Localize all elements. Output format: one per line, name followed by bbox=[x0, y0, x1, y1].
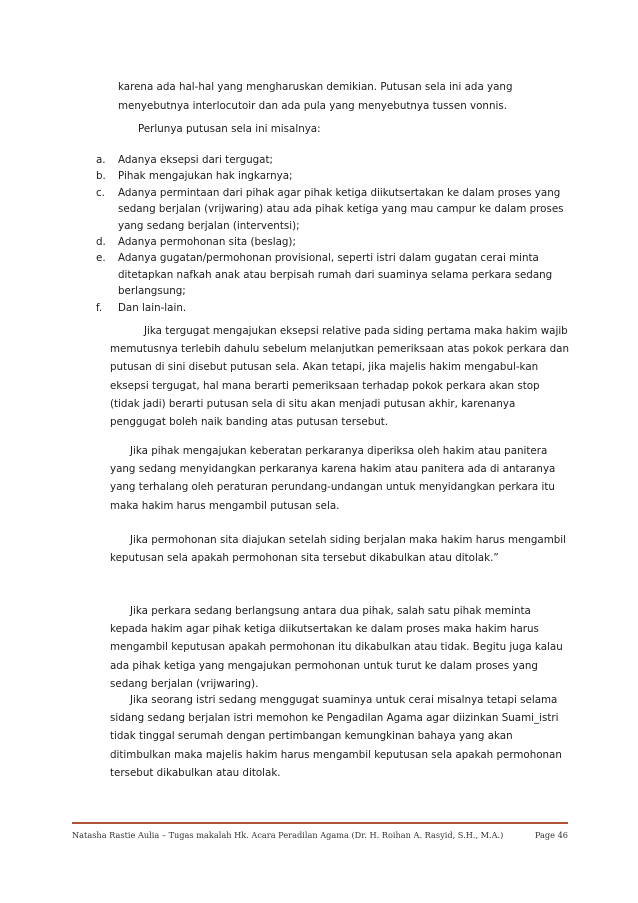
footer-rule bbox=[72, 822, 568, 824]
list-lead-in: Perlunya putusan sela ini misalnya: bbox=[138, 123, 321, 135]
list-item-text: Adanya gugatan/permohonan provisional, seperti istri dalam gugatan cerai minta ditetapkan nafkah anak atau berpisah rumah dari suaminya selama perkara sedang berlangsung; bbox=[118, 252, 553, 298]
list-item bbox=[96, 168, 570, 184]
body-paragraph-sita: Jika permohonan sita diajukan setelah siding berjalan maka hakim harus mengambil keputusan sela apakah permohonan sita tersebut dikabulkan atau ditolak.” bbox=[110, 534, 566, 565]
body-paragraph-eksepsi: Jika tergugat mengajukan eksepsi relative pada siding pertama maka hakim wajib memutusnya terlebih dahulu sebelum melanjutkan pemeriksaan atas pokok perkara dan putusan di sini disebut putusan sela. Akan tetapi, jika majelis hakim mengabul-kan eksepsi tergugat, hal mana berarti pemeriksaan terhadap pokok perkara akan stop (tidak jadi) berarti putusan sela di situ akan menjadi putusan akhir, karenanya penggugat boleh naik banding atas putusan tersebut. bbox=[110, 325, 569, 429]
list-marker: b. bbox=[96, 170, 106, 183]
body-paragraph-pihak-ketiga: Jika perkara sedang berlangsung antara dua pihak, salah satu pihak meminta kepada hakim agar pihak ketiga diikutsertakan ke dalam proses maka hakim harus mengambil keputusan apakah permohonan itu dikabulkan atau tidak. Begitu juga kalau ada pihak ketiga yang mengajukan permohonan untuk turut ke dalam proses yang sedang berjalan (vrijwaring). bbox=[110, 605, 563, 690]
body-paragraph-keberatan: Jika pihak mengajukan keberatan perkaranya diperiksa oleh hakim atau panitera yang sedang menyidangkan perkaranya karena hakim atau panitera ada di antaranya yang terhalang oleh peraturan perundang-undangan untuk menyidangkan perkara itu maka hakim harus mengambil putusan sela. bbox=[110, 445, 556, 512]
list-marker: e. bbox=[96, 252, 106, 265]
reasons-list bbox=[96, 152, 570, 316]
list-item-text: Adanya permintaan dari pihak agar pihak ketiga diikutsertakan ke dalam proses yang sedang berjalan (vrijwaring) atau ada pihak ketiga yang mau campur ke dalam proses yang sedang berjalan (interventsi); bbox=[118, 186, 564, 232]
list-marker: c. bbox=[96, 186, 105, 199]
list-item-text: Pihak mengajukan hak ingkarnya; bbox=[118, 170, 293, 183]
list-marker: a. bbox=[96, 154, 106, 166]
list-marker: d. bbox=[96, 236, 106, 249]
list-item bbox=[96, 250, 570, 299]
list-item bbox=[96, 152, 570, 168]
list-item bbox=[96, 300, 570, 316]
page-footer bbox=[72, 830, 568, 840]
list-item bbox=[96, 185, 570, 234]
list-item-text: Adanya permohonan sita (beslag); bbox=[118, 236, 296, 249]
list-marker: f. bbox=[96, 301, 103, 314]
list-item-text: Dan lain-lain. bbox=[118, 301, 187, 314]
list-item bbox=[96, 234, 570, 250]
page-number: Page 46 bbox=[534, 830, 568, 840]
list-item-text: Adanya eksepsi dari tergugat; bbox=[118, 154, 273, 166]
body-paragraph-istri: Jika seorang istri sedang menggugat suaminya untuk cerai misalnya tetapi selama sidang sedang berjalan istri memohon ke Pengadilan Agama agar diizinkan Suami_istri tidak tinggal serumah dengan pertimbangan kemungkinan bahaya yang akan ditimbulkan maka majelis hakim harus mengambil keputusan sela apakah permohonan tersebut dikabulkan atau ditolak. bbox=[110, 694, 562, 779]
intro-paragraph: karena ada hal-hal yang mengharuskan demikian. Putusan sela ini ada yang menyebutnya interlocutoir dan ada pula yang menyebutnya tussen vonnis. bbox=[118, 81, 513, 112]
footer-text: Natasha Rastie Aulia – Tugas makalah Hk. Acara Peradilan Agama (Dr. H. Roihan A. Rasyid, S.H., M.A.) bbox=[72, 830, 504, 840]
